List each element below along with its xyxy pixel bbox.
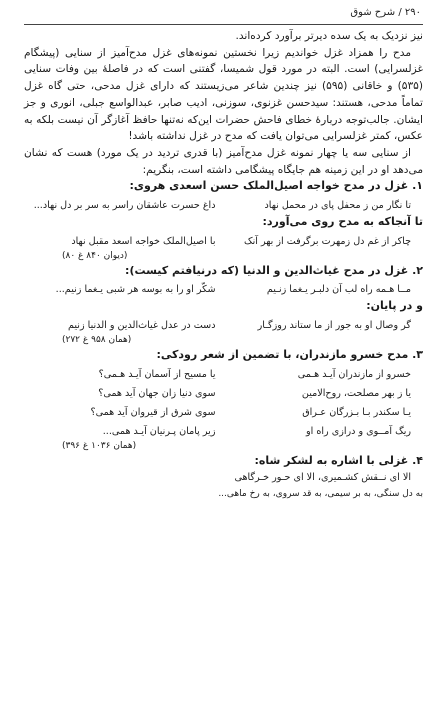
section-1-heading: ۱. غزل در مدح خواجه اصیل‌الملک حسن اسعدی هروی: [129, 179, 423, 193]
verse-line [24, 318, 423, 334]
verse-line [24, 405, 423, 421]
page-body [24, 28, 423, 502]
hemistich-second: سوی دنیا زان جهان آید همی؟ [98, 387, 216, 399]
hemistich-second: شکّر او را به بوسه هر شبی یـغما زنیم... [55, 284, 216, 296]
hemistich-first: چاکر از غم دل زمهرت برگرفت از بهر آنک [243, 235, 411, 247]
verse-line [24, 198, 423, 214]
hemistich-first: یا ز بهر مصلحت، روح‌الامین [301, 387, 411, 399]
header-rule [24, 24, 423, 25]
section-2-heading: ۲. غزل در مدح غیاث‌الدین و الدنیا (که درنیافتم کیست): [125, 263, 423, 277]
hemistich-first: مــا هـمه راه لب آن دلبـر یـغما زنـیم [266, 284, 411, 296]
verse-line [24, 282, 423, 298]
hemistich-second: سوی شرق از قیروان آید همی؟ [90, 406, 216, 418]
verse-line [24, 234, 423, 250]
hemistich-first: یـا سکندر بـا بـزرگان عـراق [302, 406, 411, 418]
running-header: ۲۹۰ / شرح شوق [350, 7, 421, 18]
verse-line [24, 424, 423, 440]
paragraph-1: نیز نزدیک به یک سده دیرتر برآورد کرده‌اند. [235, 30, 423, 42]
hemistich-second: داغ حسرت عاشقان راسر به سر بر دل نهاد... [33, 200, 216, 212]
source-reference: (دیوان ۸۴۰ غ ۸۰) [62, 250, 128, 261]
verse-single-line: الا ای نــقش کشـمیری، الا ای حـور خـرگاهی [234, 471, 411, 483]
verse-line [24, 367, 423, 383]
hemistich-first: ریگ آمــوی و درازی راه او [306, 425, 411, 437]
paragraph-2: مدح را همزاد غزل خواندیم زیرا نخستین نمونه‌های غزل مدح‌آمیز از سنایی (پیشگام غزلسرایی) است. البته در مورد قول شمیسا، گفتنی است که در فاصلهٔ بین وفات سنایی (۵۳۵) و خاقانی (۵۹۵) نیز چندین شاعر می‌زیستند که دارای غزل مدحی، حتی گاه غزل تماماً مدحی، هستند: سیدحسن غزنوی، سوزنی، ادیب صابر، عبدالواسع جبلی، انوری و جز ایشان. جالب‌توجه دربارهٔ خطای فاحش حضرات این‌که نه‌تنها حافظ آغازگر آن نیست بلکه به عکس، کمتر غزلسرایی می‌توان یافت که مدح در غزل نداشته باشد! [24, 46, 423, 143]
source-reference: (همان ۱۰۳۶ غ ۳۹۶) [62, 440, 137, 451]
verse-single-line: به دل سنگی، به بر سیمی، به قد سروی، به رخ ماهی... [218, 488, 423, 499]
hemistich-first: تا نگار من ز محفل پای در محمل نهاد [264, 200, 411, 212]
section-3-heading: ۳. مدح خسرو مازندران، با تضمین از شعر رودکی: [156, 348, 423, 362]
source-reference: (همان ۹۵۸ غ ۲۷۲) [62, 335, 132, 346]
section-2-intro: و در پایان: [366, 299, 423, 313]
section-1-intro: تا آنجاکه به مدح روی می‌آورد: [262, 215, 423, 229]
hemistich-second: دست در عدل غیاث‌الدین و الدنیا زنیم [68, 320, 216, 332]
hemistich-second: با اصیل‌الملک خواجه اسعد مقبل نهاد [71, 235, 216, 247]
hemistich-second: زیر پامان پـرنیان آیـد همی... [102, 425, 216, 437]
verse-line [24, 386, 423, 402]
hemistich-second: یا مسیح از آسمان آیـد هـمی؟ [98, 368, 216, 380]
hemistich-first: گر وصال او به جور از ما ستاند روزگـار [257, 320, 411, 332]
section-4-heading: ۴. غزلی با اشاره به لشکر شاه: [254, 453, 423, 467]
paragraph-3: از سنایی سه یا چهار نمونه غزل مدح‌آمیز (با قدری تردید در یک مورد) هست که نشان می‌دهد او در این زمینه هم جایگاه پیشگامی داشته است، بنگریم: [24, 146, 423, 176]
hemistich-first: خسرو از مازندران آیـد هـمی [297, 368, 411, 380]
